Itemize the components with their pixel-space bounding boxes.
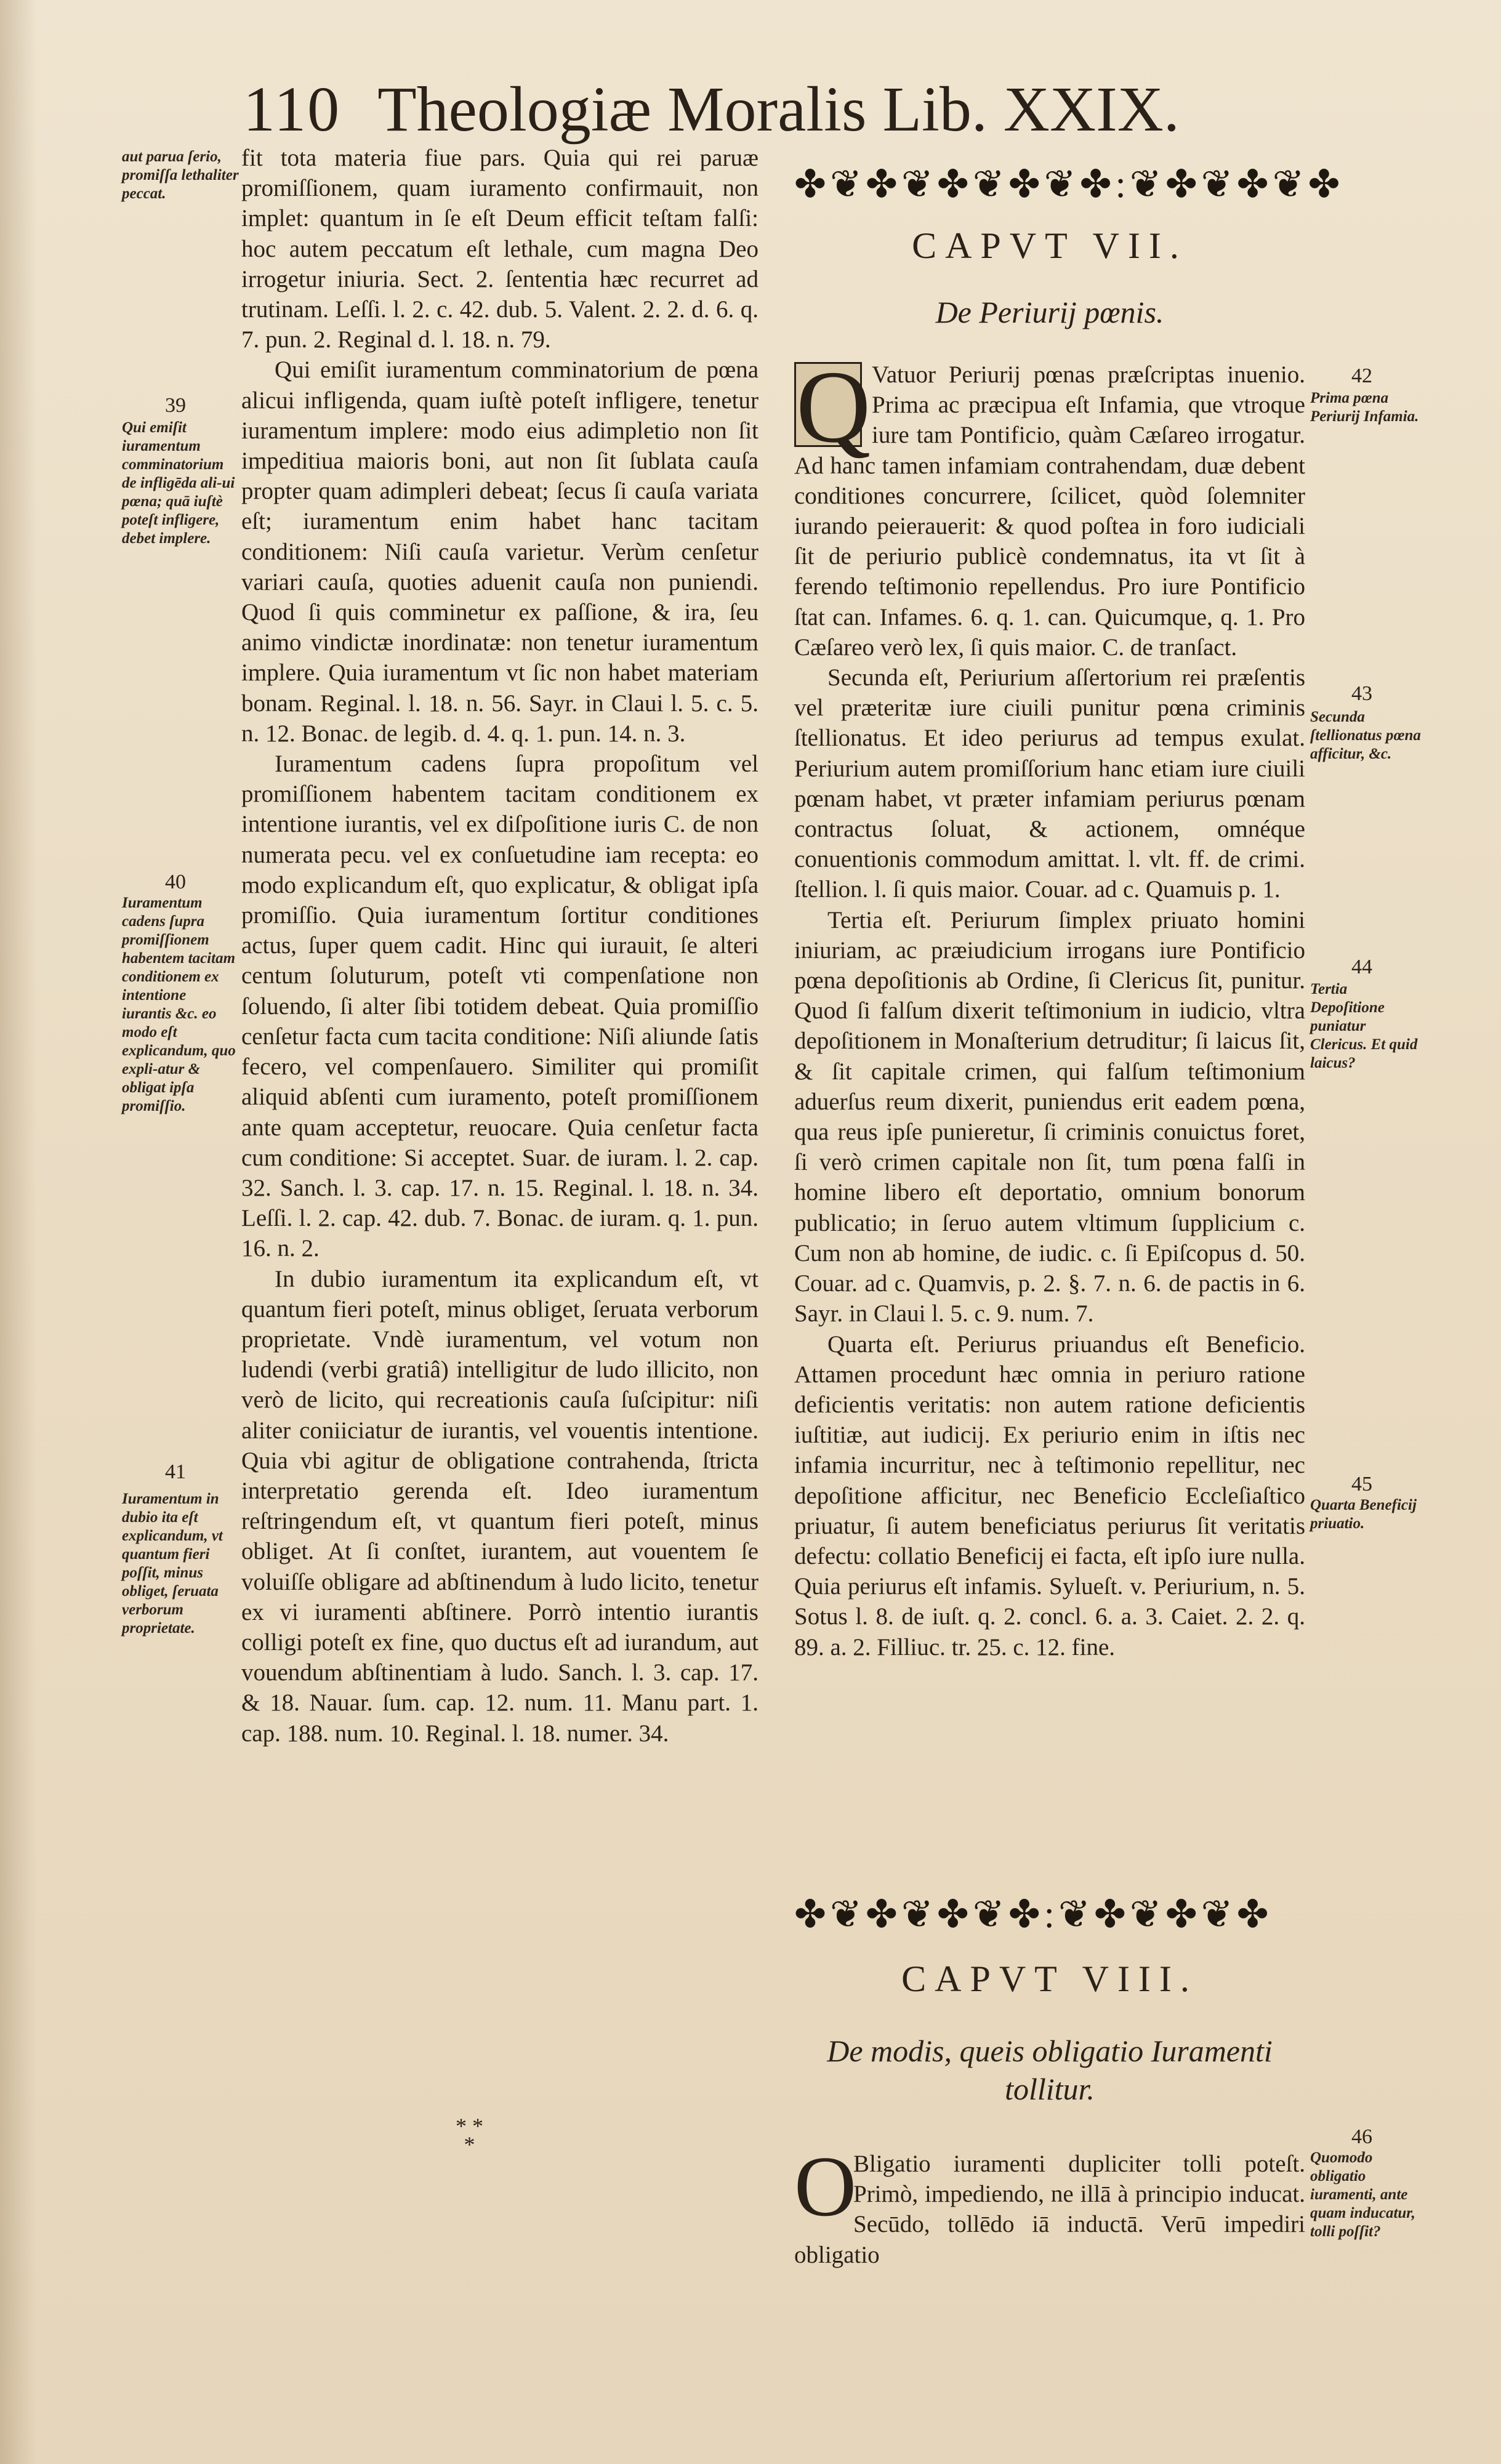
ornament-band-mid: ✤❦✤❦✤❦✤:❦✤❦✤❦✤ bbox=[794, 1894, 1273, 1936]
paragraph-39: Qui emiſit iuramentum comminatorium de pœna alicui infligenda, quam iuſtè poteſt infligere, tenetur iuramentum implere: modo eius adimpletio non ſit impeditiua maioris boni, aut non ſit ſublata cauſa propter quam adimpleri debeat; ſecus ſi cauſa variata eſt; iuramentum enim habet hanc tacitam conditionem: Niſi cauſa varietur. Verùm cenſetur variari cauſa, quoties aduenit cauſa non puniendi. Quod ſi quis comminetur ex paſſione, & ira, ſeu animo vindictæ inordinatæ: non tenetur iuramentum implere. Quia iuramentum vt ſic non habet materiam bonam. Reginal. l. 18. n. 56. Sayr. in Claui l. 5. c. 5. n. 12. Bonac. de legib. d. 4. q. 1. pun. 14. n. 3. bbox=[241, 356, 759, 747]
paragraph-42-text: Vatuor Periurij pœnas præſcriptas inuenio. Prima ac præcipua eſt Infamia, que vtroque iure tam Pontificio, quàm Cæſareo irrogatur. Ad hanc tamen infamiam contrahendam, duæ debent conditiones concurrere, ſcilicet, quòd ſolemniter iurando peierauerit: & quod poſtea in foro iudiciali ſit de periurio publicè condemnatus, ita vt ſit à ferendo teſtimonio repellendus. Pro iure Pontificio ſtat can. Infames. 6. q. 1. can. Quicumque, q. 1. Pro Cæſareo verò lex, ſi quis maior. C. de tranſact. bbox=[794, 361, 1305, 661]
left-column bbox=[241, 143, 759, 1749]
margin-note-39: Qui emiſit iuramentum comminatorium de infligēda ali-ui pœna; quā iuſtè poteſt infligere, debet implere. bbox=[122, 419, 235, 547]
section-number-44: 44 bbox=[1351, 956, 1372, 978]
paragraph-44: Tertia eſt. Periurum ſimplex priuato homini iniuriam, ac præiudicium irrogans iure Pontificio pœna depoſitionis ab Ordine, ſi Clericus ſit, punitur. Quod ſi falſum dixerit teſtimonium in iudicio, vltra depoſitionem in Monaſterium detruditur; ſi laicus ſit, & ſit capitale crimen, qui falſum teſtimonium aduerſus reum dixerit, puniendus erit eadem pœna, qua reus ipſe punieretur, ſi criminis conuictus foret, ſi verò crimen capitale non ſit, tum pœna falſi in homine libero eſt deportatio, omnium bonorum publicatio; in ſeruo autem vltimum ſupplicium c. Cum non ab homine, de iudic. c. ſi Epiſcopus d. 50. Couar. ad c. Quamvis, p. 2. §. 7. n. 6. de pactis in 6. Sayr. in Claui l. 5. c. 9. num. 7. bbox=[794, 906, 1305, 1327]
gutter-shadow bbox=[0, 0, 37, 2464]
paragraph-46 bbox=[794, 2139, 1305, 2270]
right-column-caput-7 bbox=[794, 350, 1305, 1662]
section-number-39: 39 bbox=[165, 394, 186, 417]
caput-8-title: CAPVT VIII. bbox=[901, 1959, 1198, 1999]
section-number-41: 41 bbox=[165, 1460, 186, 1483]
end-asterisks: * * * bbox=[456, 2114, 483, 2157]
running-head: Theologiæ Moralis Lib. XXIX. bbox=[377, 74, 1180, 145]
margin-note-45: Quarta Beneficij priuatio. bbox=[1310, 1497, 1417, 1532]
paragraph-40: Iuramentum cadens ſupra propoſitum vel promiſſionem habentem tacitam conditionem ex intentione iurantis, vel ex diſpoſitione iuris C. de non numerata pecu. vel ex conſuetudine iam recepta: eo modo explicandum eſt, quo explicatur, & obligat ipſa promiſſio. Quia iuramentum ſortitur conditiones actus, ſuper quem cadit. Hinc qui iurauit, ſe alteri centum ſoluturum, poteſt vti compenſatione non ſoluendo, ſi alter ſibi totidem debeat. Quia promiſſio cenſetur facta cum tacita conditione: Niſi aliunde ſatis fecero, vel compenſauero. Similiter qui promiſit aliquid abſenti cum iuramento, poteſt promiſſionem ante quam acceptetur, reuocare. Quia cenſetur facta cum conditione: Si acceptet. Suar. de iuram. l. 2. cap. 32. Sanch. l. 3. cap. 17. n. 15. Reginal. l. 18. n. 34. Leſſi. l. 2. cap. 42. dub. 7. Bonac. de iuram. q. 1. pun. 16. n. 2. bbox=[241, 751, 759, 1262]
drop-cap-o: O bbox=[794, 2139, 857, 2234]
caput-7-subtitle: De Periurij pœnis. bbox=[935, 295, 1164, 329]
margin-note-42: Prima pœna Periurij Infamia. bbox=[1310, 390, 1419, 425]
paragraph-45: Quarta eſt. Periurus priuandus eſt Beneficio. Attamen procedunt hæc omnia in periuro ratione deficientis veritatis: non autem ratione deficientis iuſtitiæ, aut iudicij. Ex periurio enim in iſtis nec infamia incurritur, nec à teſtimonio repellitur, nec depoſitione afficitur, nec Beneficio Eccleſiaſtico priuatur, ſi autem beneficiatus periurus ſit veritatis defectu: collatio Beneficij ei facta, eſt ipſo iure nulla. Quia periurus eſt infamis. Sylueſt. v. Periurium, n. 5. Sotus l. 8. de iuſt. q. 2. concl. 6. a. 3. Caiet. 2. 2. q. 89. a. 2. Filliuc. tr. 25. c. 12. fine. bbox=[794, 1331, 1305, 1661]
right-column-caput-8 bbox=[794, 2139, 1305, 2270]
page-number: 110 bbox=[243, 74, 341, 145]
margin-note-41: Iuramentum in dubio ita eſt explicandum, vt quantum fieri poſſit, minus obliget, ſeruata verborum proprietate. bbox=[122, 1491, 223, 1637]
paragraph-38-end: fit tota materia fiue pars. Quia qui rei paruæ promiſſionem, quam iuramento confirmauit, non implet: quantum in ſe eſt Deum efficit teſtam falſi: hoc autem peccatum eſt lethale, cum magna Deo irrogetur iniuria. Sect. 2. ſententia hæc recurret ad trutinam. Leſſi. l. 2. c. 42. dub. 5. Valent. 2. 2. d. 6. q. 7. pun. 2. Reginal d. l. 18. n. 79. bbox=[241, 145, 759, 353]
drop-cap-q: Q bbox=[794, 362, 862, 447]
section-number-43: 43 bbox=[1351, 682, 1372, 705]
paragraph-42 bbox=[794, 350, 1305, 662]
paragraph-41: In dubio iuramentum ita explicandum eſt, vt quantum fieri poteſt, minus obliget, ſeruata verborum proprietate. Vndè iuramentum, vel votum non ludendi (verbi gratiâ) intelligitur de ludo illicito, non verò de licito, qui recreationis cauſa ſuſcipitur: niſi aliter coniiciatur de iurantis, vel vouentis intentione. Quia vbi agitur de obligatione contrahenda, ſtricta interpretatio gerenda eſt. Ideo iuramentum reſtringendum eſt, vt quantum fieri poteſt, minus obliget. At ſi conſtet, iurantem, aut vouentem ſe voluiſſe obligare ad abſtinendum à ludo licito, tenetur ex vi iuramenti abſtinere. Porrò intentio iurantis colligi poteſt ex fine, quo ductus eſt ad iurandum, aut vouendum abſtinentiam à ludo. Sanch. l. 3. cap. 17. & 18. Nauar. ſum. cap. 12. num. 11. Manu part. 1. cap. 188. num. 10. Reginal. l. 18. numer. 34. bbox=[241, 1265, 759, 1747]
section-number-40: 40 bbox=[165, 871, 186, 893]
section-number-45: 45 bbox=[1351, 1473, 1372, 1496]
paragraph-43: Secunda eſt, Periurium aſſertorium rei præſentis vel præteritæ iure ciuili punitur pœna criminis ſtellionatus. Et ideo periurus ad tempus exulat. Periurium autem promiſſorium hanc etiam iure ciuili pœnam habet, vt præter infamiam periurus pœnam contractus ſoluat, & actionem, omnéque conuentionis commodum amittat. l. vlt. ff. de crimi. ſtellion. l. ſi quis maior. Couar. ad c. Quamuis p. 1. bbox=[794, 664, 1305, 903]
caput-7-title: CAPVT VII. bbox=[912, 225, 1188, 266]
caput-8-subtitle: De modis, queis obligatio Iuramenti tollitur. bbox=[827, 2034, 1273, 2106]
section-number-42: 42 bbox=[1351, 364, 1372, 387]
margin-note-43: Secunda ſtellionatus pœna afficitur, &c. bbox=[1310, 709, 1421, 762]
margin-note-44: Tertia Depoſitione puniatur Clericus. Et quid laicus? bbox=[1310, 981, 1418, 1071]
margin-note-aut-parua: aut parua ſerio, promiſſa lethaliter peccat. bbox=[122, 148, 239, 202]
margin-note-40: Iuramentum cadens ſupra promiſſionem habentem tacitam conditionem ex intentione iurantis &c. eo modo eſt explicandum, quo expli-atur & obligat ipſa promiſſio. bbox=[122, 895, 236, 1114]
paragraph-46-text: Bligatio iuramenti dupliciter tolli poteſt. Primò, impediendo, ne illā à principio inducat. Secūdo, tollēdo iā inductā. Verū impediri obligatio bbox=[794, 2151, 1305, 2268]
margin-note-46: Quomodo obligatio iuramenti, ante quam inducatur, tolli poſſit? bbox=[1310, 2149, 1415, 2240]
page-header bbox=[243, 73, 1228, 153]
section-number-46: 46 bbox=[1351, 2125, 1372, 2148]
ornament-band-top: ✤❦✤❦✤❦✤❦✤:❦✤❦✤❦✤ bbox=[794, 164, 1344, 206]
